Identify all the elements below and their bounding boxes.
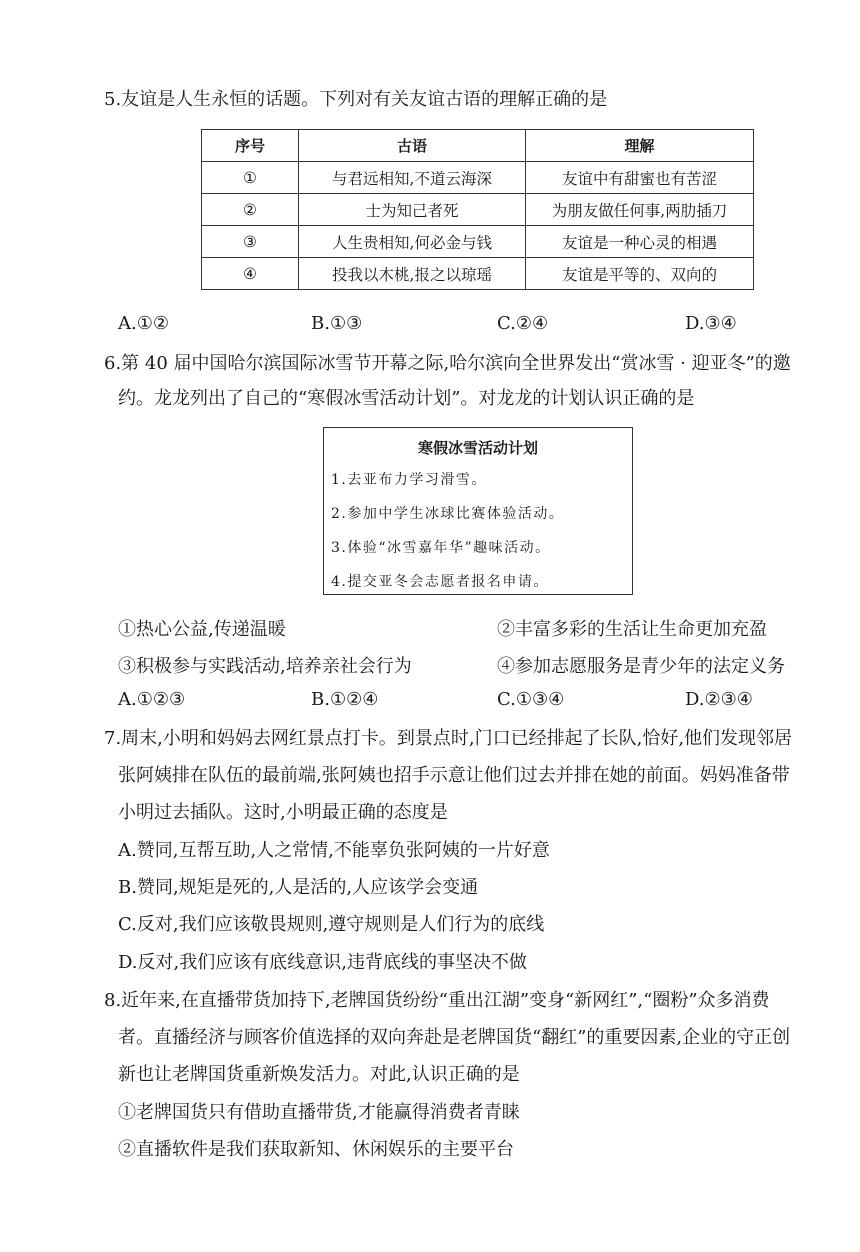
q6-option-d: D.②③④ xyxy=(685,689,753,710)
q6-stem-line-2: 约。龙龙列出了自己的“寒假冰雪活动计划”。对龙龙的计划认识正确的是 xyxy=(118,388,695,409)
q8-stem-line-3: 新也让老牌国货重新焕发活力。对此,认识正确的是 xyxy=(118,1064,520,1085)
q7-stem-line-1: 7.周末,小明和妈妈去网红景点打卡。到景点时,门口已经排起了长队,恰好,他们发现邻居 xyxy=(104,728,793,749)
q8-statement-1: ①老牌国货只有借助直播带货,才能赢得消费者青睐 xyxy=(118,1102,520,1123)
q5-option-b: B.①③ xyxy=(311,313,363,334)
table-header-cell: 序号 xyxy=(202,130,299,162)
q7-option-b: B.赞同,规矩是死的,人是活的,人应该学会变通 xyxy=(118,877,479,898)
q6-statement-4: ④参加志愿服务是青少年的法定义务 xyxy=(497,656,785,677)
table-cell: ① xyxy=(202,162,299,194)
q7-option-a: A.赞同,互帮互助,人之常情,不能辜负张阿姨的一片好意 xyxy=(118,840,550,861)
q6-option-b: B.①②④ xyxy=(311,689,379,710)
q5-option-d: D.③④ xyxy=(685,313,737,334)
plan-title: 寒假冰雪活动计划 xyxy=(417,439,538,457)
q7-option-c: C.反对,我们应该敬畏规则,遵守规则是人们行为的底线 xyxy=(118,914,545,935)
q7-stem-line-2: 张阿姨排在队伍的最前端,张阿姨也招手示意让他们过去并排在她的前面。妈妈准备带 xyxy=(118,765,790,786)
plan-item: 2.参加中学生冰球比赛体验活动。 xyxy=(331,506,565,522)
activity-plan-box xyxy=(323,427,633,595)
table-cell: 与君远相知,不道云海深 xyxy=(299,162,526,194)
q5-table xyxy=(201,129,754,290)
q5-stem: 5.友谊是人生永恒的话题。下列对有关友谊古语的理解正确的是 xyxy=(104,89,608,110)
q6-option-c: C.①③④ xyxy=(497,689,565,710)
q5-option-c: C.②④ xyxy=(497,313,549,334)
q6-statement-3: ③积极参与实践活动,培养亲社会行为 xyxy=(118,656,412,677)
q5-option-a: A.①② xyxy=(118,313,169,334)
q6-option-a: A.①②③ xyxy=(118,689,186,710)
table-header-cell: 古语 xyxy=(299,130,526,162)
table-cell: ② xyxy=(202,194,299,226)
table-row xyxy=(202,258,754,290)
table-cell: 士为知己者死 xyxy=(299,194,526,226)
q8-stem-line-1: 8.近年来,在直播带货加持下,老牌国货纷纷“重出江湖”变身“新网红”,“圈粉”众多消费 xyxy=(104,990,770,1011)
table-cell: ④ xyxy=(202,258,299,290)
q7-stem-line-3: 小明过去插队。这时,小明最正确的态度是 xyxy=(118,802,448,823)
q7-option-d: D.反对,我们应该有底线意识,违背底线的事坚决不做 xyxy=(118,952,527,973)
table-row xyxy=(202,162,754,194)
table-cell: 人生贵相知,何必金与钱 xyxy=(299,226,526,258)
q6-stem-line-1: 6.第 40 届中国哈尔滨国际冰雪节开幕之际,哈尔滨向全世界发出“赏冰雪 · 迎亚冬”的邀 xyxy=(104,353,791,374)
table-cell: 投我以木桃,报之以琼瑶 xyxy=(299,258,526,290)
table-row xyxy=(202,226,754,258)
table-header-row xyxy=(202,130,754,162)
plan-item: 4.提交亚冬会志愿者报名申请。 xyxy=(331,574,549,590)
q6-statement-1: ①热心公益,传递温暖 xyxy=(118,619,286,640)
table-cell: 友谊是一种心灵的相遇 xyxy=(526,226,754,258)
q8-statement-2: ②直播软件是我们获取新知、休闲娱乐的主要平台 xyxy=(118,1139,514,1160)
table-cell: 为朋友做任何事,两肋插刀 xyxy=(526,194,754,226)
q6-statement-2: ②丰富多彩的生活让生命更加充盈 xyxy=(497,619,767,640)
table-cell: ③ xyxy=(202,226,299,258)
table-cell: 友谊是平等的、双向的 xyxy=(526,258,754,290)
q8-stem-line-2: 者。直播经济与顾客价值选择的双向奔赴是老牌国货“翻红”的重要因素,企业的守正创 xyxy=(118,1027,791,1048)
plan-item: 3.体验“冰雪嘉年华”趣味活动。 xyxy=(331,540,551,556)
table-cell: 友谊中有甜蜜也有苦涩 xyxy=(526,162,754,194)
table-header-cell: 理解 xyxy=(526,130,754,162)
plan-item: 1.去亚布力学习滑雪。 xyxy=(331,472,487,488)
table-row xyxy=(202,194,754,226)
